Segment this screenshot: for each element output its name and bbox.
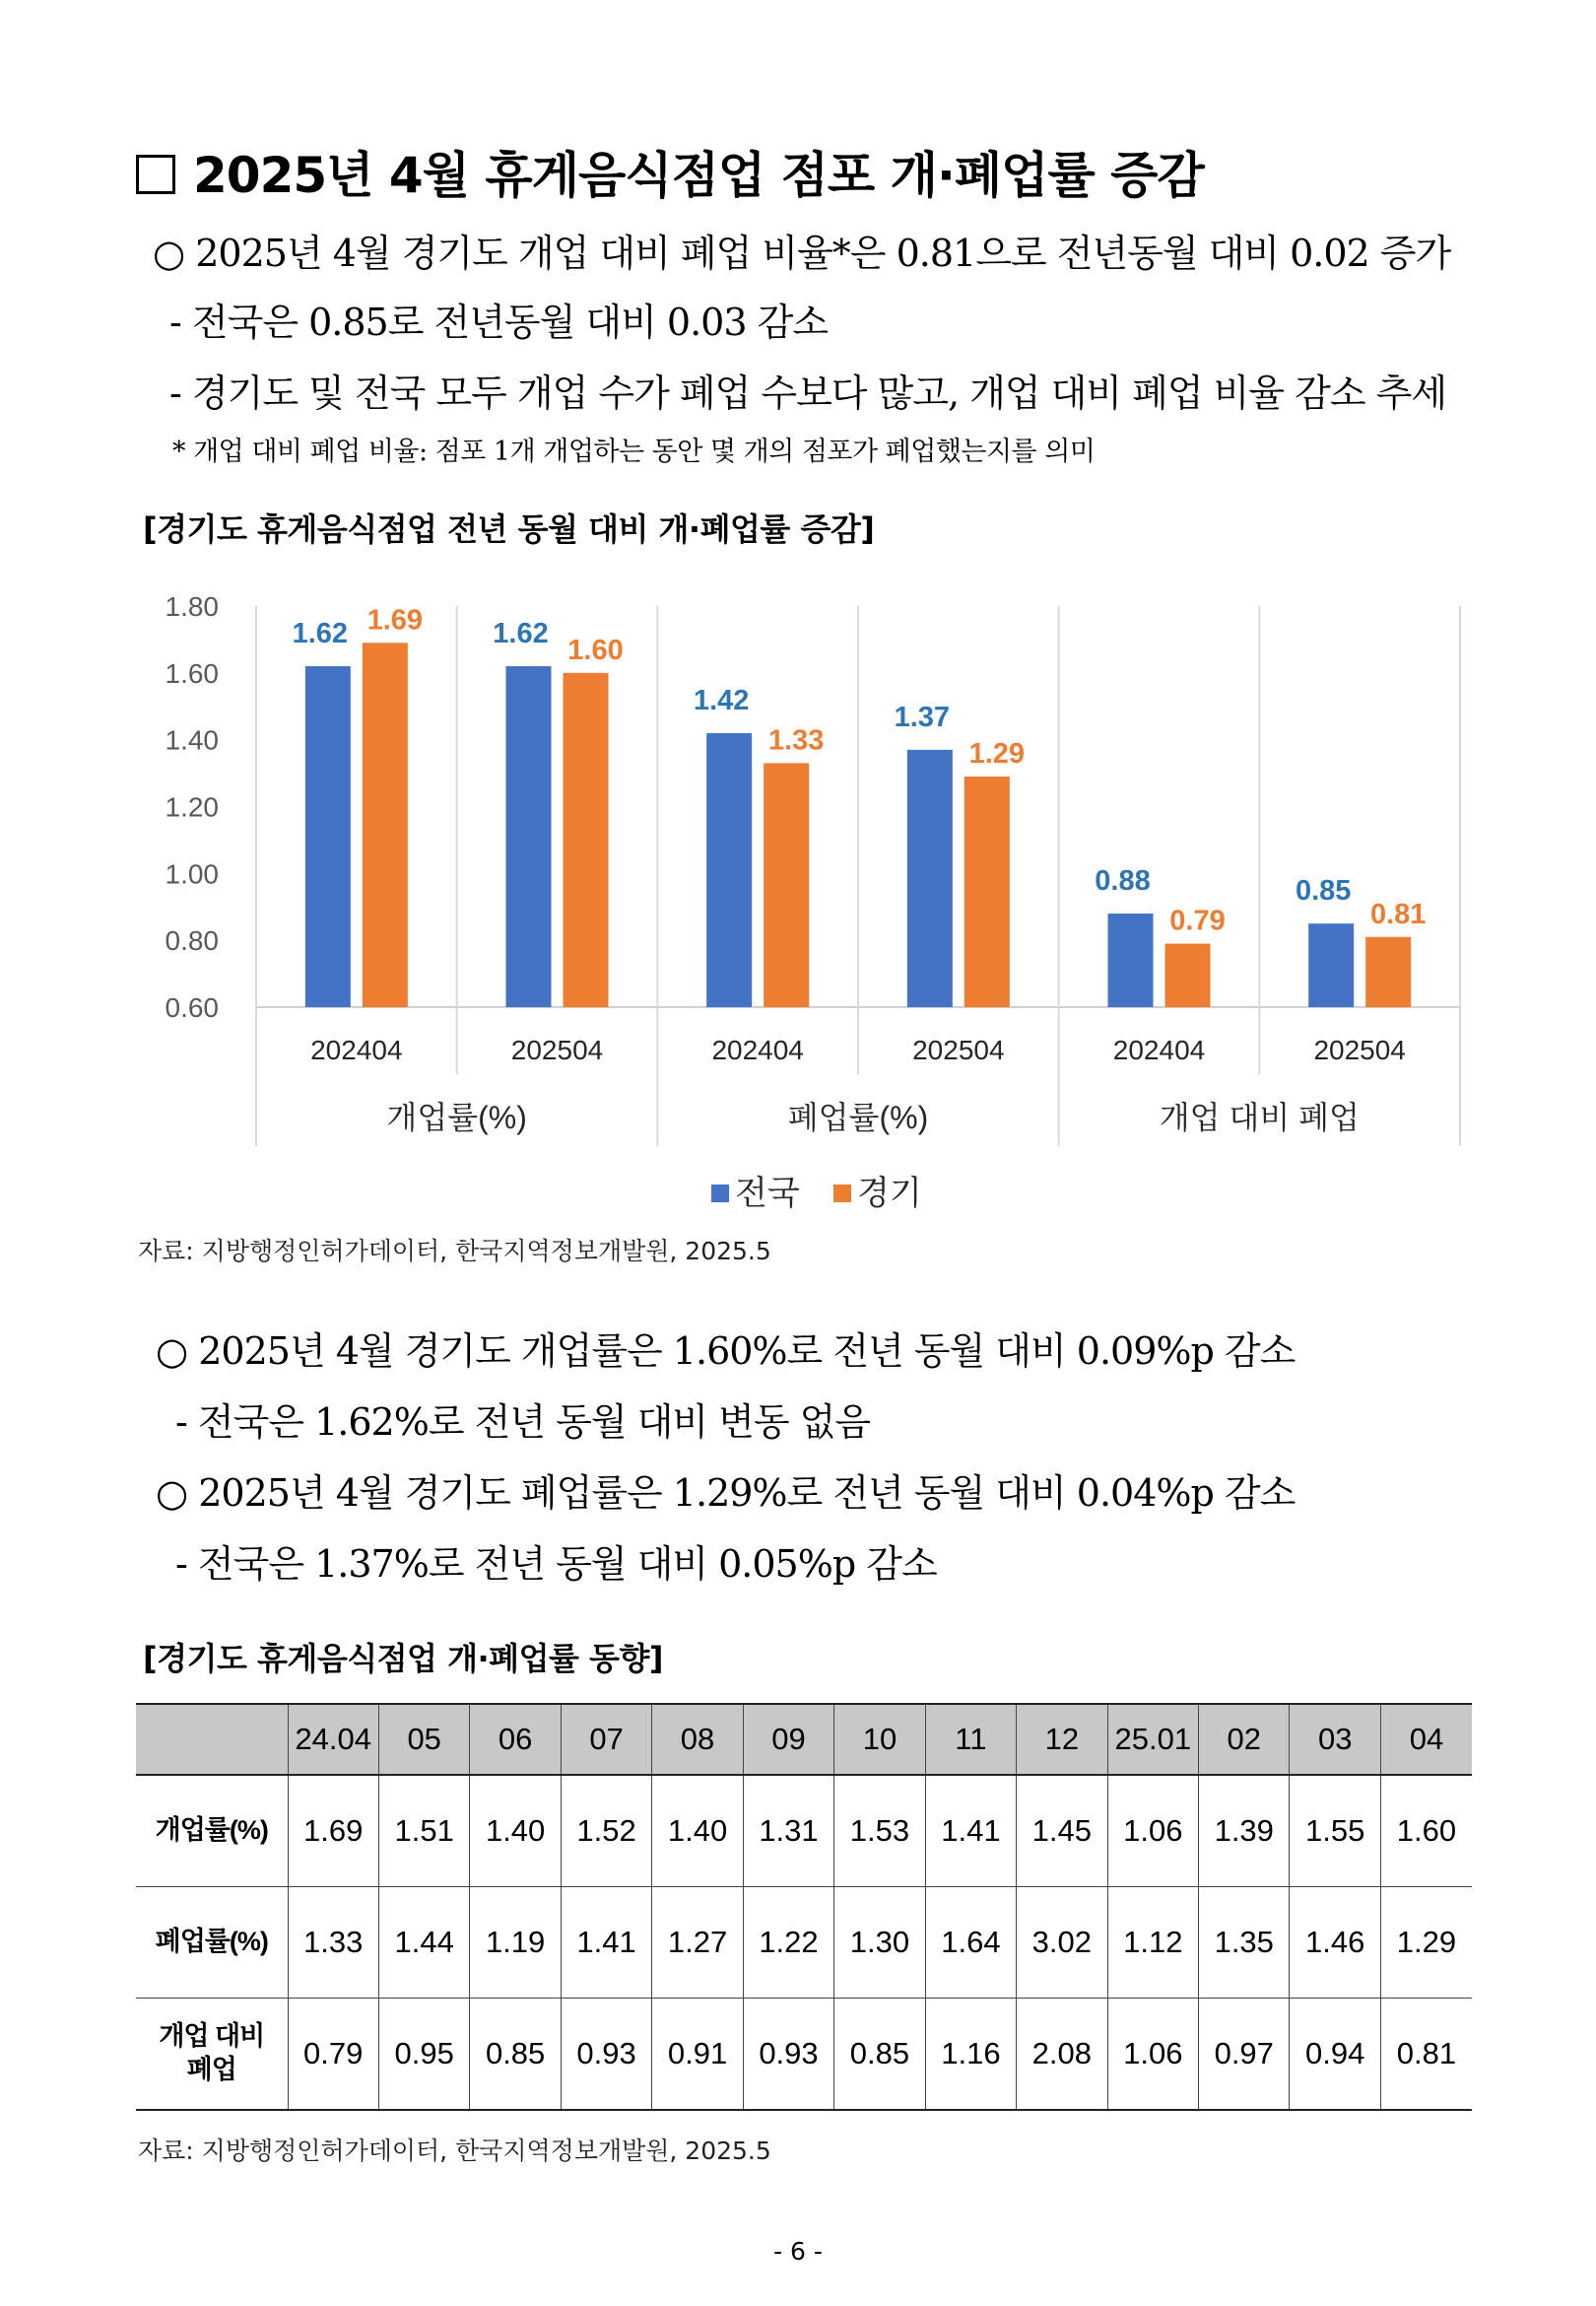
- y-tick-label: 1.00: [165, 858, 219, 890]
- x-tick-label: 202504: [912, 1035, 1005, 1065]
- row-header-line2: 폐업: [186, 2055, 236, 2084]
- trend-table: [136, 1703, 1472, 2111]
- x-tick-label: 202504: [510, 1035, 604, 1065]
- column-header: 08: [652, 1704, 743, 1775]
- legend-label: 경기: [857, 1175, 922, 1212]
- dash-national-close-rate: - 전국은 1.37%로 전년 동월 대비 0.05%p 감소: [175, 1542, 937, 1586]
- table-cell: 1.55: [1290, 1775, 1380, 1887]
- dash-trend: - 경기도 및 전국 모두 개업 수가 폐업 수보다 많고, 개업 대비 폐업 비율 감소 추세: [169, 372, 1447, 415]
- dash-national-open-rate: - 전국은 1.62%로 전년 동월 대비 변동 없음: [175, 1400, 871, 1444]
- checkbox-square-icon: [136, 155, 175, 194]
- column-header: 12: [1017, 1704, 1107, 1775]
- group-label: 개업 대비 폐업: [1159, 1100, 1360, 1135]
- bar-national: [1108, 914, 1154, 1007]
- table-cell: 1.06: [1107, 1775, 1198, 1887]
- bar-gyeonggi: [564, 673, 609, 1007]
- table-row-close-rate: [136, 1887, 1472, 1999]
- page-title: [136, 136, 1204, 207]
- y-tick-label: 1.60: [165, 657, 219, 689]
- column-header: 09: [743, 1704, 833, 1775]
- table-cell: 1.30: [834, 1887, 925, 1999]
- data-label: 1.33: [767, 724, 825, 757]
- chart-source: 자료: 지방행정인허가데이터, 한국지역정보개발원, 2025.5: [138, 1237, 771, 1265]
- table-cell: 1.33: [288, 1887, 378, 1999]
- table-cell: 1.51: [378, 1775, 469, 1887]
- table-cell: 1.35: [1199, 1887, 1290, 1999]
- table-row-open-rate: [136, 1775, 1472, 1887]
- table-cell: 0.97: [1199, 1999, 1290, 2111]
- x-tick-label: 202404: [310, 1035, 403, 1065]
- x-tick-label: 202404: [1112, 1035, 1206, 1065]
- bar-national: [907, 750, 953, 1007]
- table-cell: 1.53: [834, 1775, 925, 1887]
- table-cell: 1.40: [652, 1775, 743, 1887]
- row-header: 개업률(%): [136, 1775, 288, 1887]
- bar-national: [1308, 923, 1354, 1007]
- column-header: 24.04: [288, 1704, 378, 1775]
- page-title-text: 2025년 4월 휴게음식점업 점포 개·폐업률 증감: [193, 147, 1204, 204]
- bar-national: [706, 733, 752, 1007]
- table-cell: 1.06: [1107, 1999, 1198, 2111]
- data-label: 0.81: [1369, 898, 1427, 930]
- x-tick-label: 202404: [711, 1035, 804, 1065]
- page-number: - 6 -: [773, 2237, 823, 2266]
- chart-heading: [경기도 휴게음식점업 전년 동월 대비 개·폐업률 증감]: [143, 510, 875, 548]
- table-cell: 0.93: [743, 1999, 833, 2111]
- table-cell: 0.94: [1290, 1999, 1380, 2111]
- bar-gyeonggi: [363, 643, 408, 1007]
- table-cell: 1.44: [378, 1887, 469, 1999]
- footnote: * 개업 대비 폐업 비율: 점포 1개 개업하는 동안 몇 개의 점포가 폐업했는지를 의미: [172, 437, 1096, 467]
- bar-gyeonggi: [1165, 944, 1211, 1007]
- bullet-open-close-ratio: ○ 2025년 4월 경기도 개업 대비 폐업 비율*은 0.81으로 전년동월 대비 0.02 증가: [153, 232, 1451, 275]
- table-cell: 1.41: [561, 1887, 651, 1999]
- bar-chart: [138, 572, 1468, 1212]
- y-tick-label: 1.20: [165, 791, 219, 823]
- table-cell: 1.46: [1290, 1887, 1380, 1999]
- y-tick-label: 0.80: [165, 925, 219, 957]
- bar-national: [305, 666, 351, 1007]
- data-label: 1.29: [968, 737, 1026, 770]
- table-cell: 3.02: [1017, 1887, 1107, 1999]
- table-corner-cell: [136, 1704, 288, 1775]
- group-label: 폐업률(%): [787, 1100, 929, 1135]
- table-cell: 0.91: [652, 1999, 743, 2111]
- table-cell: 0.81: [1380, 1999, 1472, 2111]
- bullet-open-rate: ○ 2025년 4월 경기도 개업률은 1.60%로 전년 동월 대비 0.09%p 감소: [156, 1329, 1296, 1373]
- table-cell: 2.08: [1017, 1999, 1107, 2111]
- table-cell: 1.39: [1199, 1775, 1290, 1887]
- data-label: 1.62: [292, 618, 349, 650]
- column-header: 10: [834, 1704, 925, 1775]
- table-cell: 1.12: [1107, 1887, 1198, 1999]
- table-cell: 1.40: [470, 1775, 561, 1887]
- table-cell: 1.29: [1380, 1887, 1472, 1999]
- table-cell: 0.79: [288, 1999, 378, 2111]
- table-cell: 1.27: [652, 1887, 743, 1999]
- table-header-row: [136, 1704, 1472, 1775]
- table-cell: 1.69: [288, 1775, 378, 1887]
- table-cell: 1.22: [743, 1887, 833, 1999]
- data-label: 1.37: [894, 701, 951, 733]
- data-label: 0.88: [1095, 865, 1151, 898]
- bullet-close-rate: ○ 2025년 4월 경기도 폐업률은 1.29%로 전년 동월 대비 0.04%p 감소: [156, 1471, 1296, 1515]
- legend-swatch-gyeonggi: [833, 1185, 851, 1202]
- table-cell: 1.19: [470, 1887, 561, 1999]
- dash-national-ratio: - 전국은 0.85로 전년동월 대비 0.03 감소: [169, 301, 829, 344]
- y-tick-label: 1.40: [165, 724, 219, 756]
- row-header-line1: 개업 대비: [159, 2021, 265, 2052]
- data-label: 1.60: [567, 634, 624, 666]
- table-cell: 1.60: [1380, 1775, 1472, 1887]
- group-label: 개업률(%): [386, 1100, 527, 1135]
- column-header: 11: [925, 1704, 1016, 1775]
- data-label: 1.42: [693, 684, 750, 716]
- table-cell: 1.52: [561, 1775, 651, 1887]
- column-header: 06: [470, 1704, 561, 1775]
- data-label: 0.85: [1295, 875, 1352, 908]
- bar-national: [506, 666, 552, 1007]
- row-header: [136, 1999, 288, 2111]
- table-cell: 1.41: [925, 1775, 1016, 1887]
- data-label: 0.79: [1169, 905, 1226, 937]
- table-cell: 0.85: [470, 1999, 561, 2111]
- column-header: 02: [1199, 1704, 1290, 1775]
- bar-gyeonggi: [1365, 937, 1411, 1007]
- column-header: 25.01: [1107, 1704, 1198, 1775]
- table-cell: 1.31: [743, 1775, 833, 1887]
- x-tick-label: 202504: [1313, 1035, 1406, 1065]
- bar-gyeonggi: [764, 763, 809, 1007]
- table-heading: [경기도 휴게음식점업 개·폐업률 동향]: [143, 1640, 664, 1677]
- bar-gyeonggi: [964, 777, 1010, 1007]
- column-header: 05: [378, 1704, 469, 1775]
- table-row-ratio: [136, 1999, 1472, 2111]
- table-cell: 0.85: [834, 1999, 925, 2111]
- legend-swatch-national: [711, 1185, 729, 1202]
- data-label: 1.69: [366, 604, 424, 637]
- table-cell: 1.45: [1017, 1775, 1107, 1887]
- data-label: 1.62: [493, 618, 549, 650]
- table-cell: 1.16: [925, 1999, 1016, 2111]
- column-header: 07: [561, 1704, 651, 1775]
- column-header: 03: [1290, 1704, 1380, 1775]
- table-cell: 0.95: [378, 1999, 469, 2111]
- y-tick-label: 0.60: [165, 992, 219, 1023]
- row-header: 폐업률(%): [136, 1887, 288, 1999]
- y-tick-label: 1.80: [165, 591, 219, 622]
- table-cell: 1.64: [925, 1887, 1016, 1999]
- legend-label: 전국: [735, 1175, 800, 1212]
- column-header: 04: [1380, 1704, 1472, 1775]
- table-source: 자료: 지방행정인허가데이터, 한국지역정보개발원, 2025.5: [138, 2136, 771, 2165]
- table-cell: 0.93: [561, 1999, 651, 2111]
